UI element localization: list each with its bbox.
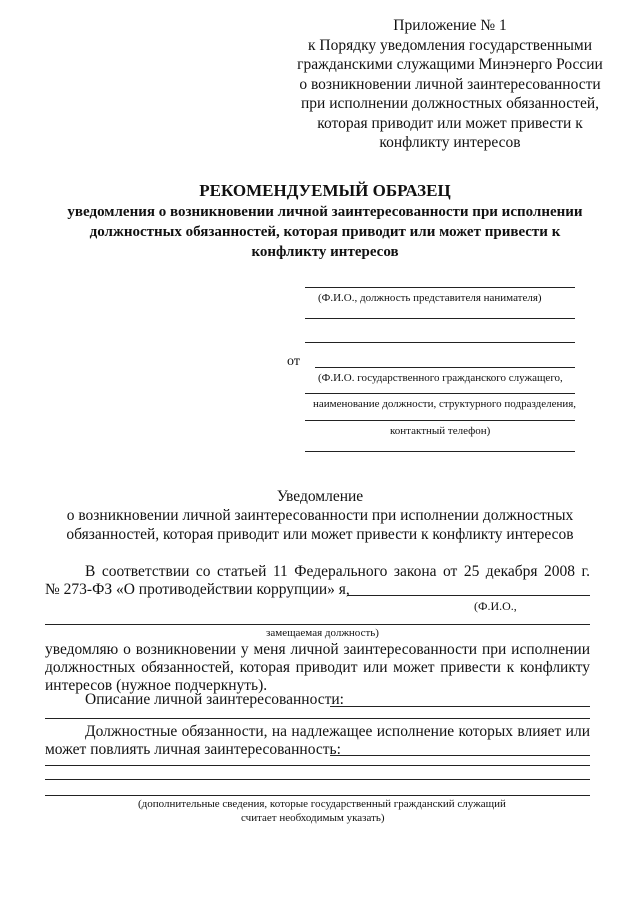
description-fill-line[interactable]	[330, 706, 590, 707]
duties-fill-line-2[interactable]	[45, 765, 590, 766]
caption-phone: контактный телефон)	[390, 425, 491, 437]
paragraph-2-line-2: должностных обязанностей, которая приводит или может привести к конфликту	[45, 659, 590, 676]
title-main: РЕКОМЕНДУЕМЫЙ ОБРАЗЕЦ	[199, 181, 451, 200]
extra-fill-line[interactable]	[305, 451, 575, 452]
caption-body-position: замещаемая должность)	[266, 627, 379, 639]
appendix-line: к Порядку уведомления государственными	[307, 36, 592, 54]
paragraph-1-line-2: № 273-ФЗ «О противодействии коррупции» я,	[45, 581, 350, 598]
title-sub-line: уведомления о возникновении личной заинтересованности при исполнении	[67, 204, 583, 220]
document-title	[60, 180, 590, 262]
duties-fill-line-3[interactable]	[45, 779, 590, 780]
phone-fill-line[interactable]	[305, 420, 575, 421]
caption-body-fio: (Ф.И.О.,	[474, 599, 517, 613]
fio-body-fill-line[interactable]	[347, 595, 590, 596]
employer-fill-line-3[interactable]	[305, 342, 575, 343]
from-label: от	[287, 354, 300, 369]
description-label: Описание личной заинтересованности:	[85, 691, 344, 708]
duties-line-2: может повлиять личная заинтересованность:	[45, 741, 341, 758]
appendix-line: конфликту интересов	[379, 134, 521, 151]
duties-line-1: Должностные обязанности, на надлежащее исполнение которых влияет или	[85, 723, 590, 740]
notice-heading-block	[30, 487, 610, 544]
duties-fill-line[interactable]	[330, 755, 590, 756]
appendix-line: о возникновении личной заинтересованности	[299, 75, 601, 93]
position-fill-line[interactable]	[305, 393, 575, 394]
appendix-line: которая приводит или может привести к	[317, 114, 583, 132]
fio-fill-line[interactable]	[315, 367, 575, 368]
notice-heading: Уведомление	[276, 488, 364, 505]
description-fill-line-2[interactable]	[45, 718, 590, 719]
caption-additional-2: считает необходимым указать)	[241, 812, 385, 824]
caption-fio: (Ф.И.О. государственного гражданского служащего,	[318, 372, 563, 384]
appendix-line: Приложение № 1	[393, 17, 507, 34]
employer-fill-line-2[interactable]	[305, 318, 575, 319]
additional-fill-line[interactable]	[45, 795, 590, 796]
employer-fill-line[interactable]	[305, 287, 575, 288]
caption-additional-1: (дополнительные сведения, которые государственный гражданский служащий	[138, 798, 506, 810]
title-sub-line: должностных обязанностей, которая приводит или может привести к	[89, 224, 561, 240]
paragraph-2-line-3: интересов (нужное подчеркнуть).	[45, 677, 268, 694]
appendix-header	[280, 16, 620, 153]
paragraph-1-line-1: В соответствии со статьей 11 Федерального закона от 25 декабря 2008 г.	[85, 563, 590, 580]
appendix-line: гражданскими служащими Минэнерго России	[297, 56, 603, 73]
notice-subheading-line: обязанностей, которая приводит или может привести к конфликту интересов	[66, 526, 574, 543]
caption-position: наименование должности, структурного подразделения,	[313, 398, 577, 410]
position-body-fill-line[interactable]	[45, 624, 590, 625]
title-sub-line: конфликту интересов	[251, 244, 399, 260]
caption-employer: (Ф.И.О., должность представителя нанимателя)	[318, 292, 542, 304]
appendix-line: при исполнении должностных обязанностей,	[300, 95, 599, 112]
notice-subheading-line: о возникновении личной заинтересованности при исполнении должностных	[66, 507, 574, 524]
paragraph-2-line-1: уведомляю о возникновении у меня личной заинтересованности при исполнении	[45, 641, 590, 658]
